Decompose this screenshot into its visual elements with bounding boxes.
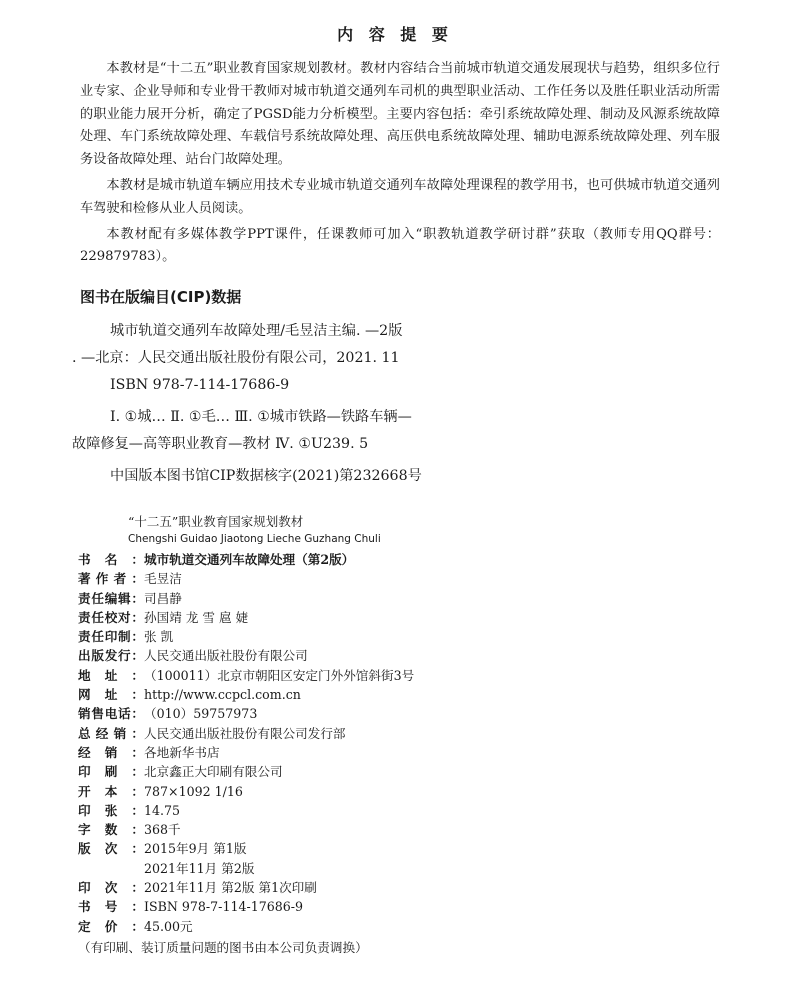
colophon-value: 人民交通出版社股份有限公司发行部 (144, 725, 346, 741)
colophon-value: 2021年11月 第2版 (144, 860, 255, 876)
colophon-value: 北京鑫正大印刷有限公司 (144, 764, 283, 780)
colophon-value: 司昌静 (144, 590, 182, 606)
colophon-label: 销 售 电 话 ： (78, 706, 144, 722)
colophon-row (78, 859, 638, 878)
colophon-label: 定 价 ： (78, 918, 144, 934)
colophon-row (78, 666, 638, 685)
series-name: “十二五”职业教育国家规划教材 (128, 514, 304, 529)
colophon-label: 网 址 ： (78, 687, 144, 703)
colophon-row (78, 704, 638, 723)
colophon-value: http://www.ccpcl.com.cn (144, 687, 301, 703)
colophon-value: 2021年11月 第2版 第1次印刷 (144, 880, 317, 896)
colophon-row (78, 646, 638, 665)
cip-check-number-line: 中国版本图书馆CIP数据核字(2021)第232668号 (110, 468, 422, 484)
summary-body (80, 58, 720, 272)
colophon-label: 印 次 ： (78, 880, 144, 896)
cip-title-line: 城市轨道交通列车故障处理/毛昱洁主编. —2版 (110, 323, 403, 339)
colophon-row (78, 897, 638, 916)
colophon-label: 版 次 ： (78, 841, 144, 857)
colophon-value: 城市轨道交通列车故障处理（第2版） (144, 552, 355, 567)
colophon-value: ISBN 978-7-114-17686-9 (144, 899, 304, 915)
colophon-row (78, 550, 638, 569)
summary-paragraph: 本教材是“十二五”职业教育国家规划教材。教材内容结合当前城市轨道交通发展现状与趋势，组织多位行业专家、企业导师和专业骨干教师对城市轨道交通列车司机的典型职业活动、工作任务以及胜任职业活动所需的职业能力展开分析，确定了PGSD能力分析模型。主要内容包括：牵引系统故障处理、制动及风源系统故障处理、车门系统故障处理、车载信号系统故障处理、高压供电系统故障处理、辅助电源系统故障处理、列车服务设备故障处理、站台门故障处理。 (80, 61, 720, 168)
cip-record (72, 318, 592, 490)
colophon-value: 14.75 (144, 802, 181, 818)
colophon-row (78, 801, 638, 820)
cip-classification-line: Ⅰ. ①城… Ⅱ. ①毛… Ⅲ. ①城市铁路—铁路车辆— (110, 409, 412, 425)
colophon-label: 开 本 ： (78, 783, 144, 799)
colophon-row (78, 589, 638, 608)
colophon-value: 2015年9月 第1版 (144, 841, 247, 857)
colophon-value: 孙国靖 龙 雪 扈 婕 (144, 609, 249, 625)
colophon-label: 印 张 ： (78, 802, 144, 818)
colophon-value: 787×1092 1/16 (144, 783, 243, 799)
cip-publisher-line: . —北京：人民交通出版社股份有限公司，2021. 11 (72, 350, 400, 366)
colophon-label: 书 名 ： (78, 552, 144, 567)
colophon-value: 毛昱洁 (144, 571, 182, 587)
colophon-label: 责 任 印 制 ： (78, 629, 144, 645)
colophon-label: 责 任 校 对 ： (78, 609, 144, 625)
colophon-label: 书 号 ： (78, 899, 144, 915)
colophon-value: 人民交通出版社股份有限公司 (144, 648, 308, 664)
colophon-row (78, 839, 638, 858)
colophon-label: 字 数 ： (78, 822, 144, 838)
colophon-value: （010）59757973 (144, 706, 258, 722)
colophon-label: 出 版 发 行 ： (78, 648, 144, 664)
colophon-row (78, 743, 638, 762)
colophon-row (78, 724, 638, 743)
colophon-label: 责 任 编 辑 ： (78, 590, 144, 606)
colophon-row (78, 820, 638, 839)
summary-paragraph: 本教材配有多媒体教学PPT课件，任课教师可加入“职教轨道教学研讨群”获取（教师专用QQ群号：229879783）。 (80, 226, 720, 265)
colophon-row (78, 782, 638, 801)
colophon-row (78, 608, 638, 627)
colophon-value: 各地新华书店 (144, 744, 220, 760)
colophon-label: 总 经 销 ： (78, 725, 144, 741)
quality-notice: （有印刷、装订质量问题的图书由本公司负责调换） (78, 940, 368, 955)
colophon-value: （100011）北京市朝阳区安定门外外馆斜街3号 (144, 667, 415, 683)
colophon-row (78, 762, 638, 781)
summary-title: 内 容 提 要 (337, 25, 453, 44)
colophon-label: 地 址 ： (78, 667, 144, 683)
cip-isbn-line: ISBN 978-7-114-17686-9 (110, 377, 290, 393)
colophon-label: 印 刷 ： (78, 764, 144, 780)
cip-classification-line: 故障修复—高等职业教育—教材 Ⅳ. ①U239. 5 (72, 436, 369, 452)
pinyin-title: Chengshi Guidao Jiaotong Lieche Guzhang Chuli (128, 533, 381, 545)
colophon-table (78, 550, 638, 936)
colophon-label: 著 作 者 ： (78, 571, 144, 587)
colophon-value: 368千 (144, 822, 181, 838)
cip-heading: 图书在版编目(CIP)数据 (80, 288, 242, 306)
colophon-value: 45.00元 (144, 918, 193, 934)
colophon-row (78, 878, 638, 897)
colophon-row (78, 685, 638, 704)
colophon-label: 经 销 ： (78, 744, 144, 760)
colophon-row (78, 917, 638, 936)
summary-paragraph: 本教材是城市轨道车辆应用技术专业城市轨道交通列车故障处理课程的教学用书，也可供城市轨道交通列车驾驶和检修从业人员阅读。 (80, 177, 720, 216)
colophon-row (78, 627, 638, 646)
colophon-value: 张 凯 (144, 629, 174, 645)
colophon-row (78, 569, 638, 588)
